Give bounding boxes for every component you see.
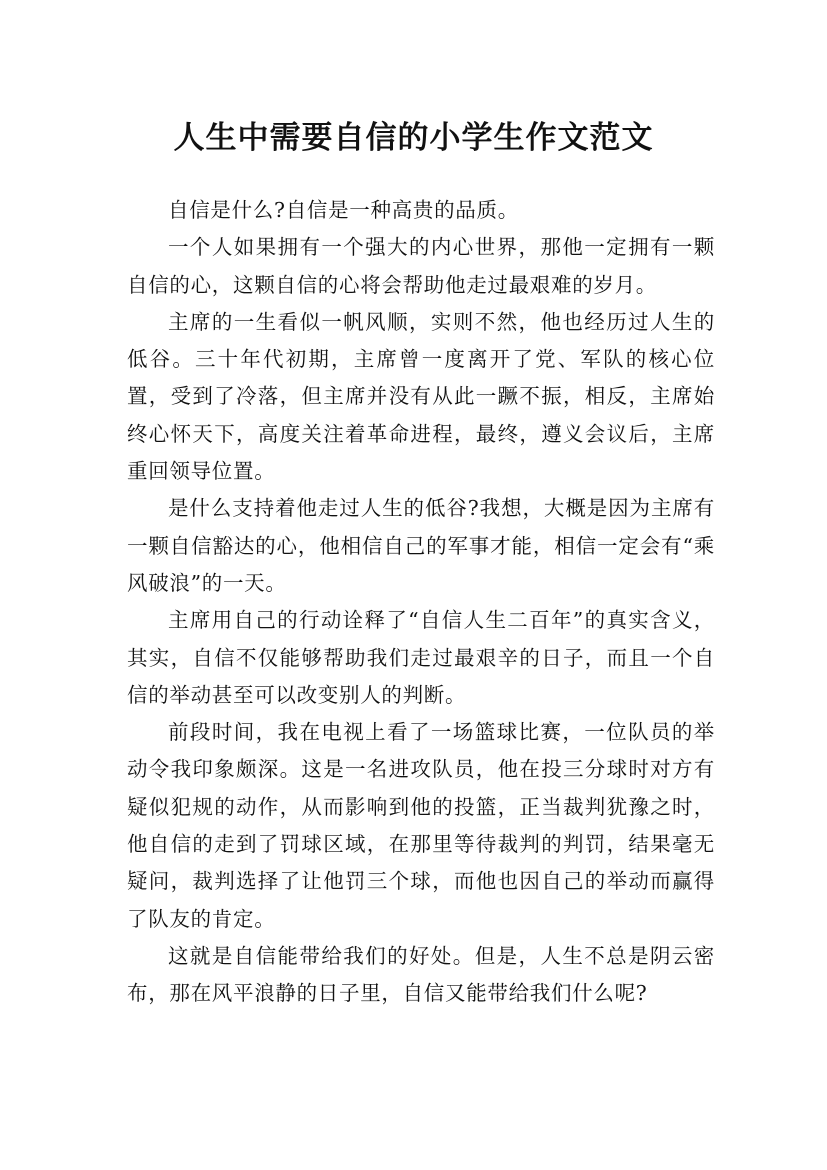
paragraph-2: 一个人如果拥有一个强大的内心世界，那他一定拥有一颗自信的心，这颗自信的心将会帮助他走过最艰难的岁月。 [127,235,715,297]
paragraph-5: 主席用自己的行动诠释了“自信人生二百年”的真实含义，其实，自信不仅能够帮助我们走过最艰辛的日子，而且一个自信的举动甚至可以改变别人的判断。 [127,608,715,707]
paragraph-6: 前段时间，我在电视上看了一场篮球比赛，一位队员的举动令我印象颇深。这是一名进攻队员，他在投三分球时对方有疑似犯规的动作，从而影响到他的投篮，正当裁判犹豫之时，他自信的走到了罚球区域，在那里等待裁判的判罚，结果毫无疑问，裁判选择了让他罚三个球，而他也因自己的举动而赢得了队友的肯定。 [127,720,715,931]
document-title: 人生中需要自信的小学生作文范文 [173,119,654,156]
document-body [127,192,715,1013]
paragraph-4: 是什么支持着他走过人生的低谷?我想，大概是因为主席有一颗自信豁达的心，他相信自己的军事才能，相信一定会有“乘风破浪”的一天。 [127,496,715,595]
paragraph-7: 这就是自信能带给我们的好处。但是，人生不总是阴云密布，那在风平浪静的日子里，自信又能带给我们什么呢? [127,943,715,1006]
paragraph-3: 主席的一生看似一帆风顺，实则不然，他也经历过人生的低谷。三十年代初期，主席曾一度离开了党、军队的核心位置，受到了冷落，但主席并没有从此一蹶不振，相反，主席始终心怀天下，高度关注着革命进程，最终，遵义会议后，主席重回领导位置。 [127,309,715,484]
paragraph-1: 自信是什么?自信是一种高贵的品质。 [168,198,519,222]
